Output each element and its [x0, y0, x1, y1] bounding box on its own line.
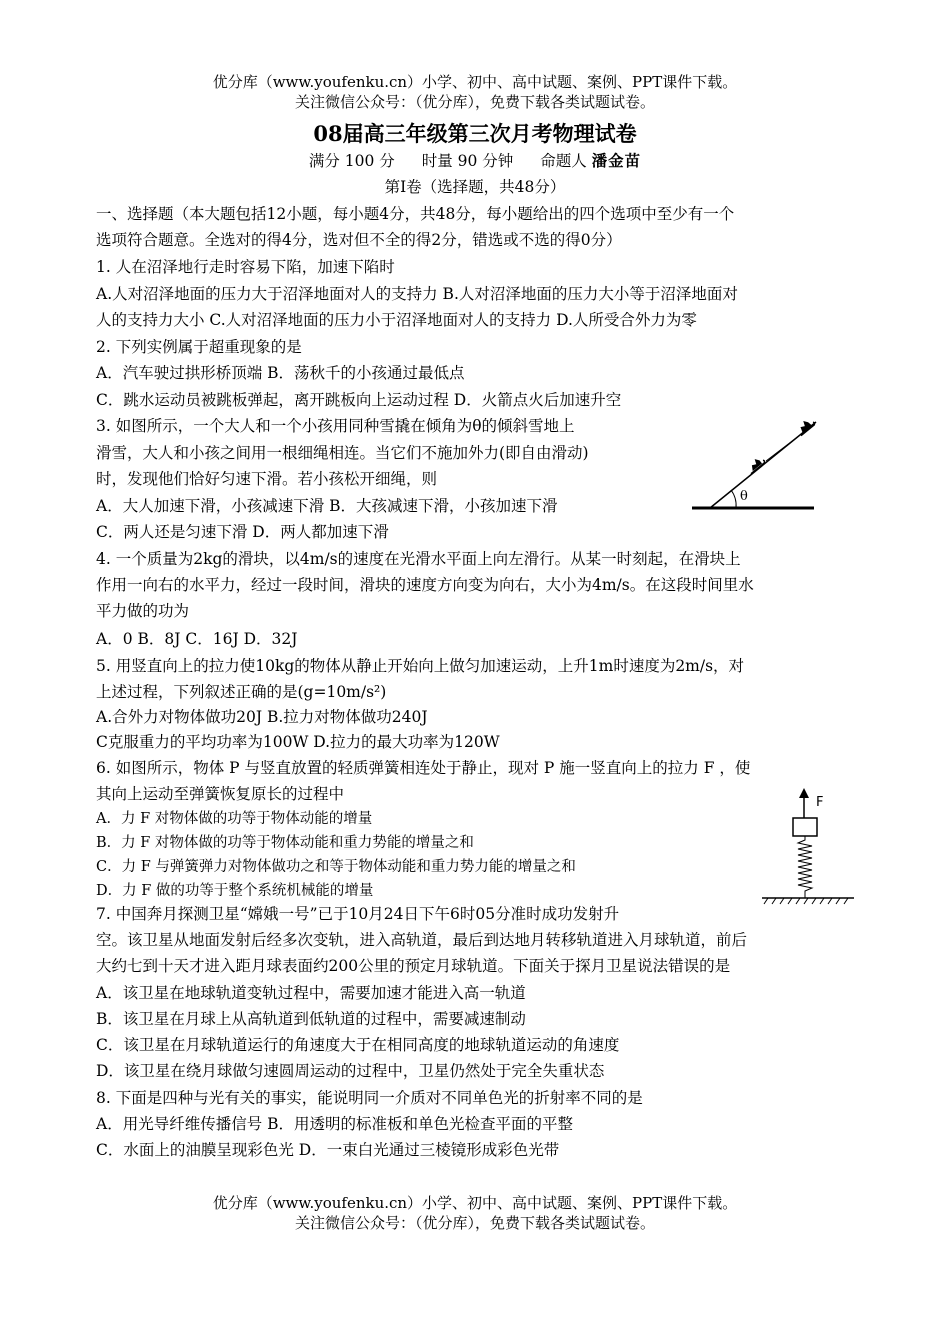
- q3-stem-line-2: 滑雪，大人和小孩之间用一根细绳相连。当它们不施加外力(即自由滑动): [96, 444, 589, 462]
- q7-option-c: C．该卫星在月球轨道运行的角速度大于在相同高度的地球轨道运动的角速度: [96, 1036, 620, 1054]
- q4-stem-line-3: 平力做的功为: [96, 602, 190, 620]
- ground-hatch: [764, 898, 848, 904]
- q1-options-line-1: A.人对沼泽地面的压力大于沼泽地面对人的支持力 B.人对沼泽地面的压力大小等于沼泽地面对: [96, 285, 738, 303]
- q5-options-line-1: A.合外力对物体做功20J B.拉力对物体做功240J: [96, 708, 428, 726]
- block-p: [793, 818, 817, 836]
- q6-option-a: A．力 F 对物体做的功等于物体动能的增量: [96, 811, 373, 827]
- angle-label: θ: [740, 489, 748, 504]
- author-label: 命题人: [540, 152, 587, 170]
- q8-options-line-2: C．水面上的油膜呈现彩色光 D．一束白光通过三棱镜形成彩色光带: [96, 1141, 560, 1159]
- child-sled-icon: [745, 455, 765, 474]
- q3-options-line-2: C．两人还是匀速下滑 D．两人都加速下滑: [96, 523, 389, 541]
- q7-stem-line-1: 7. 中国奔月探测卫星“嫦娥一号”已于10月24日下午6时05分准时成功发射升: [96, 905, 620, 923]
- page-title: 08届高三年级第三次月考物理试卷: [313, 121, 637, 146]
- instructions-line-2: 选项符合题意。全选对的得4分，选对但不全的得2分，错选或不选的得0分）: [96, 231, 622, 249]
- q7-stem-line-3: 大约七到十天才进入距月球表面约200公里的预定月球轨道。下面关于探月卫星说法错误的是: [96, 957, 731, 975]
- footer-line-2: 关注微信公众号：（优分库），免费下载各类试题试卷。: [294, 1214, 655, 1232]
- incline-slope: [710, 422, 816, 508]
- q2-options-line-1: A．汽车驶过拱形桥顶端 B．荡秋千的小孩通过最低点: [96, 364, 465, 382]
- section-title: 第Ⅰ卷（选择题，共48分）: [384, 178, 566, 196]
- exam-meta: [0, 150, 950, 172]
- q8-stem: 8. 下面是四种与光有关的事实，能说明同一介质对不同单色光的折射率不同的是: [96, 1089, 643, 1107]
- q7-option-d: D．该卫星在绕月球做匀速圆周运动的过程中，卫星仍然处于完全失重状态: [96, 1062, 605, 1080]
- incline-diagram: [690, 418, 820, 518]
- q3-stem-line-3: 时，发现他们恰好匀速下滑。若小孩松开细绳，则: [96, 470, 438, 488]
- q5-options-line-2: C克服重力的平均功率为100W D.拉力的最大功率为120W: [96, 733, 500, 751]
- q3-stem-line-1: 3. 如图所示，一个大人和一个小孩用同种雪撬在倾角为θ的倾斜雪地上: [96, 417, 575, 435]
- q4-stem-line-1: 4. 一个质量为2kg的滑块，以4m/s的速度在光滑水平面上向左滑行。从某一时刻起，在滑块上: [96, 550, 741, 568]
- angle-arc: [731, 490, 736, 508]
- time-info: 时量 90 分钟: [421, 152, 514, 170]
- q6-option-d: D．力 F 做的功等于整个系统机械能的增量: [96, 883, 374, 899]
- footer-line-1: 优分库（www.youfenku.cn）小学、初中、高中试题、案例、PPT课件下载。: [212, 1194, 738, 1212]
- adult-sled-icon: [795, 416, 816, 435]
- header-line-2: 关注微信公众号：（优分库），免费下载各类试题试卷。: [294, 93, 655, 111]
- spring-coil: [798, 836, 812, 898]
- q7-stem-line-2: 空。该卫星从地面发射后经多次变轨，进入高轨道，最后到达地月转移轨道进入月球轨道，前后: [96, 931, 748, 949]
- q5-stem-line-2: 上述过程，下列叙述正确的是(g=10m/s²): [96, 683, 387, 701]
- q6-stem-line-1: 6. 如图所示，物体 P 与竖直放置的轻质弹簧相连处于静止，现对 P 施一竖直向上的拉力 F ，使: [96, 759, 751, 777]
- q6-option-c: C．力 F 与弹簧弹力对物体做功之和等于物体动能和重力势力能的增量之和: [96, 859, 576, 875]
- q5-stem-line-1: 5. 用竖直向上的拉力使10kg的物体从静止开始向上做匀加速运动，上升1m时速度为2m/s，对: [96, 657, 745, 675]
- score-info: 满分 100 分: [308, 152, 395, 170]
- q2-stem: 2. 下列实例属于超重现象的是: [96, 338, 302, 356]
- q1-stem: 1. 人在沼泽地行走时容易下陷，加速下陷时: [96, 258, 395, 276]
- q1-options-line-2: 人的支持力大小 C.人对沼泽地面的压力小于沼泽地面对人的支持力 D.人所受合外力为零: [96, 311, 697, 329]
- q6-option-b: B．力 F 对物体做的功等于物体动能和重力势能的增量之和: [96, 835, 474, 851]
- header-line-1: 优分库（www.youfenku.cn）小学、初中、高中试题、案例、PPT课件下载。: [212, 73, 738, 91]
- q7-option-a: A．该卫星在地球轨道变轨过程中，需要加速才能进入高一轨道: [96, 984, 526, 1002]
- q6-stem-line-2: 其向上运动至弹簧恢复原长的过程中: [96, 785, 345, 803]
- q4-options: A．0 B．8J C．16J D．32J: [96, 630, 298, 648]
- rope: [766, 435, 800, 461]
- q4-stem-line-2: 作用一向右的水平力，经过一段时间，滑块的速度方向变为向右，大小为4m/s。在这段时间里水: [96, 576, 754, 594]
- q2-options-line-2: C．跳水运动员被跳板弹起，离开跳板向上运动过程 D．火箭点火后加速升空: [96, 391, 622, 409]
- author-name: 潘金苗: [591, 151, 642, 170]
- q8-options-line-1: A．用光导纤维传播信号 B．用透明的标准板和单色光检查平面的平整: [96, 1115, 574, 1133]
- q3-options-line-1: A．大人加速下滑，小孩减速下滑 B．大孩减速下滑，小孩加速下滑: [96, 497, 558, 515]
- q7-option-b: B．该卫星在月球上从高轨道到低轨道的过程中，需要减速制动: [96, 1010, 526, 1028]
- force-label: F: [816, 795, 824, 810]
- spring-diagram: [760, 784, 856, 912]
- instructions-line-1: 一、选择题（本大题包括12小题，每小题4分，共48分，每小题给出的四个选项中至少有一个: [96, 205, 735, 223]
